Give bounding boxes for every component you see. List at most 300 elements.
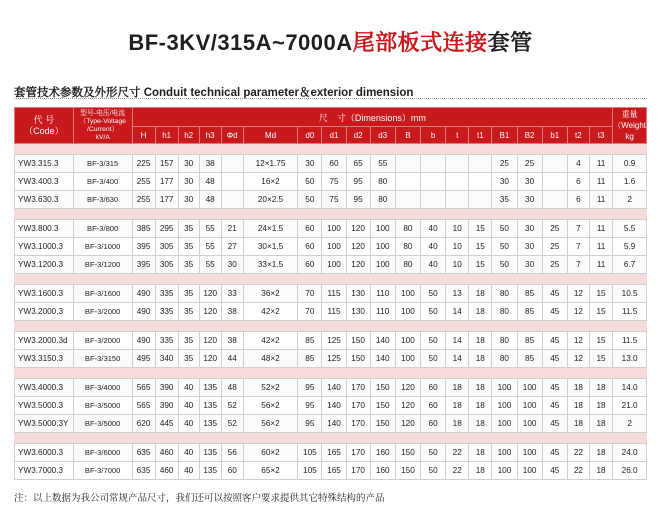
value-cell: 30 [178, 191, 199, 209]
value-cell: 30 [517, 220, 542, 238]
value-cell: 165 [322, 444, 346, 462]
value-cell: 395 [132, 256, 155, 274]
value-cell: 33×1.5 [243, 256, 298, 274]
title-suffix: 套管 [487, 30, 533, 55]
value-cell: 50 [298, 191, 322, 209]
value-cell: 11 [589, 220, 612, 238]
value-cell: 60 [298, 256, 322, 274]
group-separator-cell [15, 321, 647, 332]
value-cell: 305 [155, 256, 178, 274]
value-cell: 30 [178, 155, 199, 173]
value-cell: 120 [346, 238, 370, 256]
value-cell: 52×2 [243, 379, 298, 397]
value-cell: 4 [567, 155, 589, 173]
value-cell: 21 [221, 220, 243, 238]
code-cell: YW3.3150.3 [15, 350, 74, 368]
value-cell: 170 [346, 415, 370, 433]
value-cell: 0.9 [613, 155, 647, 173]
code-cell: YW3.6000.3 [15, 444, 74, 462]
value-cell: 620 [132, 415, 155, 433]
value-cell: 14 [446, 303, 469, 321]
value-cell: 12 [567, 303, 589, 321]
group-separator-cell [15, 209, 647, 220]
value-cell: 120 [199, 350, 221, 368]
value-cell: 100 [370, 238, 395, 256]
group-separator [15, 274, 647, 285]
value-cell: 80 [492, 285, 517, 303]
value-cell: 130 [346, 285, 370, 303]
value-cell: 140 [322, 379, 346, 397]
value-cell: 13 [446, 285, 469, 303]
value-cell: 40 [421, 220, 446, 238]
value-cell: 60 [421, 379, 446, 397]
value-cell: 120 [199, 285, 221, 303]
value-cell: 95 [298, 379, 322, 397]
value-cell: 150 [370, 397, 395, 415]
dimension-header-cell: B1 [492, 127, 517, 144]
dimension-header-cell: t3 [589, 127, 612, 144]
value-cell: 50 [421, 462, 446, 480]
group-separator-cell [15, 433, 647, 444]
value-cell: 22 [567, 462, 589, 480]
type-cell: BF-3/315 [73, 155, 132, 173]
value-cell: 14 [446, 332, 469, 350]
value-cell: 20×2.5 [243, 191, 298, 209]
value-cell: 35 [178, 256, 199, 274]
table-row [15, 173, 647, 191]
value-cell: 335 [155, 285, 178, 303]
value-cell [542, 173, 567, 191]
value-cell: 110 [370, 303, 395, 321]
value-cell [421, 155, 446, 173]
value-cell: 170 [346, 397, 370, 415]
value-cell: 40 [178, 415, 199, 433]
value-cell: 115 [322, 303, 346, 321]
code-cell: YW3.5000.3 [15, 397, 74, 415]
value-cell: 100 [492, 462, 517, 480]
group-separator-cell [15, 274, 647, 285]
value-cell: 100 [492, 379, 517, 397]
value-cell: 295 [155, 220, 178, 238]
value-cell: 35 [492, 191, 517, 209]
value-cell: 48 [199, 173, 221, 191]
value-cell: 635 [132, 462, 155, 480]
value-cell: 30×1.5 [243, 238, 298, 256]
header-code [15, 108, 74, 144]
header-weight-en: （Weight） [613, 121, 654, 130]
value-cell: 55 [370, 155, 395, 173]
value-cell: 52 [221, 397, 243, 415]
value-cell: 15 [589, 350, 612, 368]
value-cell: 70 [298, 285, 322, 303]
value-cell: 395 [132, 238, 155, 256]
value-cell: 45 [542, 303, 567, 321]
title-highlight: 尾部板式连接 [352, 30, 488, 55]
value-cell: 10 [446, 220, 469, 238]
value-cell: 38 [199, 155, 221, 173]
group-separator-cell [15, 368, 647, 379]
table-row [15, 415, 647, 433]
value-cell: 18 [567, 379, 589, 397]
value-cell: 45 [542, 379, 567, 397]
value-cell: 30 [517, 238, 542, 256]
value-cell: 100 [370, 220, 395, 238]
value-cell: 48 [221, 379, 243, 397]
dimension-header-cell: h2 [178, 127, 199, 144]
type-cell: BF-3/630 [73, 191, 132, 209]
group-separator [15, 321, 647, 332]
value-cell: 30 [492, 173, 517, 191]
value-cell: 150 [395, 462, 420, 480]
value-cell: 18 [469, 462, 492, 480]
value-cell: 21.0 [613, 397, 647, 415]
value-cell: 140 [322, 415, 346, 433]
value-cell: 2 [613, 191, 647, 209]
value-cell: 140 [322, 397, 346, 415]
value-cell: 120 [395, 415, 420, 433]
group-separator [15, 368, 647, 379]
value-cell: 120 [346, 220, 370, 238]
value-cell: 35 [178, 285, 199, 303]
dimension-header-cell: Md [243, 127, 298, 144]
value-cell [421, 191, 446, 209]
value-cell: 10 [446, 238, 469, 256]
group-separator-cell [15, 144, 647, 155]
dimension-header-cell: h1 [155, 127, 178, 144]
table-row [15, 238, 647, 256]
value-cell: 170 [346, 462, 370, 480]
value-cell: 45 [542, 397, 567, 415]
value-cell: 48 [199, 191, 221, 209]
value-cell [221, 155, 243, 173]
value-cell: 85 [517, 332, 542, 350]
value-cell: 5.5 [613, 220, 647, 238]
value-cell: 160 [370, 444, 395, 462]
value-cell: 140 [370, 350, 395, 368]
value-cell: 15 [469, 256, 492, 274]
value-cell: 80 [492, 332, 517, 350]
footnote: 注：以上数据为我公司常规产品尺寸，我们还可以按照客户要求提供其它特殊结构的产品 [14, 493, 385, 504]
dimension-header-cell: d2 [346, 127, 370, 144]
value-cell [395, 173, 420, 191]
value-cell: 100 [517, 444, 542, 462]
value-cell: 135 [199, 379, 221, 397]
value-cell: 55 [199, 256, 221, 274]
value-cell: 85 [517, 303, 542, 321]
value-cell: 85 [517, 285, 542, 303]
parameter-table [14, 107, 654, 480]
value-cell: 7 [567, 220, 589, 238]
value-cell: 18 [589, 379, 612, 397]
value-cell: 75 [322, 173, 346, 191]
value-cell [469, 173, 492, 191]
value-cell: 50 [421, 444, 446, 462]
value-cell: 165 [322, 462, 346, 480]
header-code-en: （Code） [24, 125, 64, 136]
value-cell: 50 [421, 350, 446, 368]
value-cell: 40 [178, 444, 199, 462]
value-cell [446, 191, 469, 209]
value-cell: 80 [370, 191, 395, 209]
value-cell: 6 [567, 191, 589, 209]
table-row [15, 303, 647, 321]
value-cell: 36×2 [243, 285, 298, 303]
value-cell: 25 [542, 256, 567, 274]
type-cell: BF-3/5000 [73, 415, 132, 433]
type-cell: BF-3/1200 [73, 256, 132, 274]
value-cell: 100 [395, 350, 420, 368]
dimension-header-cell: t2 [567, 127, 589, 144]
header-type-l3: /Current） [86, 125, 119, 133]
value-cell: 95 [298, 415, 322, 433]
value-cell: 177 [155, 191, 178, 209]
value-cell: 305 [155, 238, 178, 256]
value-cell: 60 [298, 238, 322, 256]
value-cell: 490 [132, 332, 155, 350]
dimension-header-cell: H [132, 127, 155, 144]
value-cell: 60×2 [243, 444, 298, 462]
value-cell: 38 [221, 303, 243, 321]
value-cell: 2 [613, 415, 647, 433]
value-cell: 125 [322, 332, 346, 350]
value-cell: 50 [421, 285, 446, 303]
type-cell: BF-3/4000 [73, 379, 132, 397]
code-cell: YW3.630.3 [15, 191, 74, 209]
value-cell: 18 [469, 379, 492, 397]
value-cell: 11 [589, 173, 612, 191]
value-cell: 335 [155, 332, 178, 350]
value-cell: 100 [395, 332, 420, 350]
code-cell: YW3.7000.3 [15, 462, 74, 480]
table-row [15, 397, 647, 415]
value-cell: 11 [589, 191, 612, 209]
code-cell: YW3.1000.3 [15, 238, 74, 256]
value-cell: 18 [469, 444, 492, 462]
group-separator [15, 433, 647, 444]
header-weight-cn: 重量 [621, 110, 638, 119]
value-cell: 24.0 [613, 444, 647, 462]
group-separator [15, 209, 647, 220]
value-cell: 50 [298, 173, 322, 191]
value-cell: 460 [155, 444, 178, 462]
value-cell: 55 [199, 238, 221, 256]
dimension-header-cell: t1 [469, 127, 492, 144]
group-separator [15, 144, 647, 155]
value-cell: 100 [517, 462, 542, 480]
value-cell: 12 [567, 332, 589, 350]
value-cell: 157 [155, 155, 178, 173]
value-cell: 100 [322, 238, 346, 256]
code-cell: YW3.5000.3Y [15, 415, 74, 433]
value-cell: 60 [421, 397, 446, 415]
value-cell: 100 [322, 256, 346, 274]
value-cell: 565 [132, 397, 155, 415]
value-cell: 460 [155, 462, 178, 480]
dotted-divider [14, 98, 647, 99]
value-cell: 22 [446, 462, 469, 480]
header-type-l1: 型号-电压/电流 [80, 109, 126, 117]
value-cell: 15 [469, 220, 492, 238]
value-cell: 18 [469, 397, 492, 415]
value-cell: 150 [346, 350, 370, 368]
value-cell: 35 [178, 238, 199, 256]
value-cell: 105 [298, 462, 322, 480]
value-cell: 125 [322, 350, 346, 368]
value-cell: 100 [492, 397, 517, 415]
value-cell: 10 [446, 256, 469, 274]
value-cell: 40 [178, 462, 199, 480]
value-cell: 95 [346, 173, 370, 191]
table-row [15, 462, 647, 480]
value-cell: 170 [346, 444, 370, 462]
value-cell: 255 [132, 173, 155, 191]
value-cell: 50 [492, 238, 517, 256]
value-cell: 18 [469, 415, 492, 433]
value-cell: 30 [221, 256, 243, 274]
value-cell: 35 [178, 350, 199, 368]
value-cell: 80 [492, 303, 517, 321]
value-cell: 18 [446, 397, 469, 415]
value-cell: 130 [346, 303, 370, 321]
value-cell: 15 [469, 238, 492, 256]
header-weight-unit: kg [625, 132, 634, 141]
value-cell: 18 [567, 415, 589, 433]
value-cell: 50 [421, 303, 446, 321]
value-cell: 35 [178, 303, 199, 321]
value-cell: 5.9 [613, 238, 647, 256]
value-cell: 22 [446, 444, 469, 462]
value-cell: 140 [370, 332, 395, 350]
dimension-header-cell: d0 [298, 127, 322, 144]
value-cell: 150 [395, 444, 420, 462]
value-cell: 60 [221, 462, 243, 480]
value-cell: 65 [346, 155, 370, 173]
value-cell: 12 [567, 285, 589, 303]
value-cell: 60 [298, 220, 322, 238]
value-cell: 40 [421, 238, 446, 256]
value-cell [421, 173, 446, 191]
table-row [15, 332, 647, 350]
value-cell: 80 [395, 256, 420, 274]
value-cell: 100 [517, 397, 542, 415]
value-cell: 6 [567, 173, 589, 191]
value-cell: 18 [469, 350, 492, 368]
value-cell: 135 [199, 415, 221, 433]
type-cell: BF-3/5000 [73, 397, 132, 415]
value-cell: 11.5 [613, 332, 647, 350]
value-cell: 565 [132, 379, 155, 397]
value-cell: 100 [322, 220, 346, 238]
value-cell: 60 [322, 155, 346, 173]
value-cell: 150 [370, 379, 395, 397]
type-cell: BF-3/1600 [73, 285, 132, 303]
value-cell: 18 [469, 285, 492, 303]
value-cell: 13.0 [613, 350, 647, 368]
value-cell: 18 [567, 397, 589, 415]
value-cell: 35 [178, 220, 199, 238]
value-cell: 340 [155, 350, 178, 368]
type-cell: BF-3/3150 [73, 350, 132, 368]
value-cell: 38 [221, 332, 243, 350]
value-cell: 100 [395, 285, 420, 303]
value-cell: 12 [567, 350, 589, 368]
value-cell: 25 [542, 238, 567, 256]
code-cell: YW3.4000.3 [15, 379, 74, 397]
value-cell: 30 [517, 173, 542, 191]
value-cell: 16×2 [243, 173, 298, 191]
value-cell: 7 [567, 256, 589, 274]
value-cell: 11 [589, 256, 612, 274]
dimension-header-cell: d1 [322, 127, 346, 144]
value-cell: 18 [446, 415, 469, 433]
value-cell: 75 [322, 191, 346, 209]
value-cell: 44 [221, 350, 243, 368]
value-cell: 45 [542, 285, 567, 303]
value-cell [221, 173, 243, 191]
table-row [15, 285, 647, 303]
value-cell: 80 [395, 220, 420, 238]
table-row [15, 379, 647, 397]
value-cell: 490 [132, 285, 155, 303]
value-cell: 45 [542, 462, 567, 480]
value-cell: 14.0 [613, 379, 647, 397]
header-type [73, 108, 132, 144]
code-cell: YW3.1200.3 [15, 256, 74, 274]
value-cell: 30 [178, 173, 199, 191]
value-cell: 385 [132, 220, 155, 238]
dimension-header-cell: b1 [542, 127, 567, 144]
dimension-header-cell: d3 [370, 127, 395, 144]
type-cell: BF-3/7000 [73, 462, 132, 480]
value-cell: 7 [567, 238, 589, 256]
value-cell: 18 [589, 462, 612, 480]
type-cell: BF-3/400 [73, 173, 132, 191]
table-row [15, 350, 647, 368]
value-cell: 495 [132, 350, 155, 368]
type-cell: BF-3/6000 [73, 444, 132, 462]
value-cell [542, 155, 567, 173]
value-cell: 50 [421, 332, 446, 350]
value-cell: 25 [542, 220, 567, 238]
value-cell: 120 [199, 303, 221, 321]
page-title [0, 26, 661, 57]
table-row [15, 191, 647, 209]
value-cell [469, 191, 492, 209]
table-row [15, 155, 647, 173]
value-cell: 45 [542, 332, 567, 350]
value-cell: 24×1.5 [243, 220, 298, 238]
value-cell: 95 [298, 397, 322, 415]
value-cell: 135 [199, 397, 221, 415]
dimension-header-cell: Φd [221, 127, 243, 144]
value-cell: 120 [395, 379, 420, 397]
section-subtitle: 套管技术参数及外形尺寸 Conduit technical parameter＆exterior dimension [14, 87, 414, 99]
code-cell: YW3.2000.3d [15, 332, 74, 350]
dimension-header-cell: h3 [199, 127, 221, 144]
value-cell: 15 [589, 332, 612, 350]
value-cell: 35 [178, 332, 199, 350]
value-cell: 33 [221, 285, 243, 303]
value-cell: 26.0 [613, 462, 647, 480]
value-cell: 120 [199, 332, 221, 350]
table-body [15, 144, 647, 480]
value-cell: 225 [132, 155, 155, 173]
table-row [15, 220, 647, 238]
value-cell: 120 [395, 397, 420, 415]
value-cell: 56×2 [243, 415, 298, 433]
value-cell: 15 [589, 303, 612, 321]
code-cell: YW3.400.3 [15, 173, 74, 191]
